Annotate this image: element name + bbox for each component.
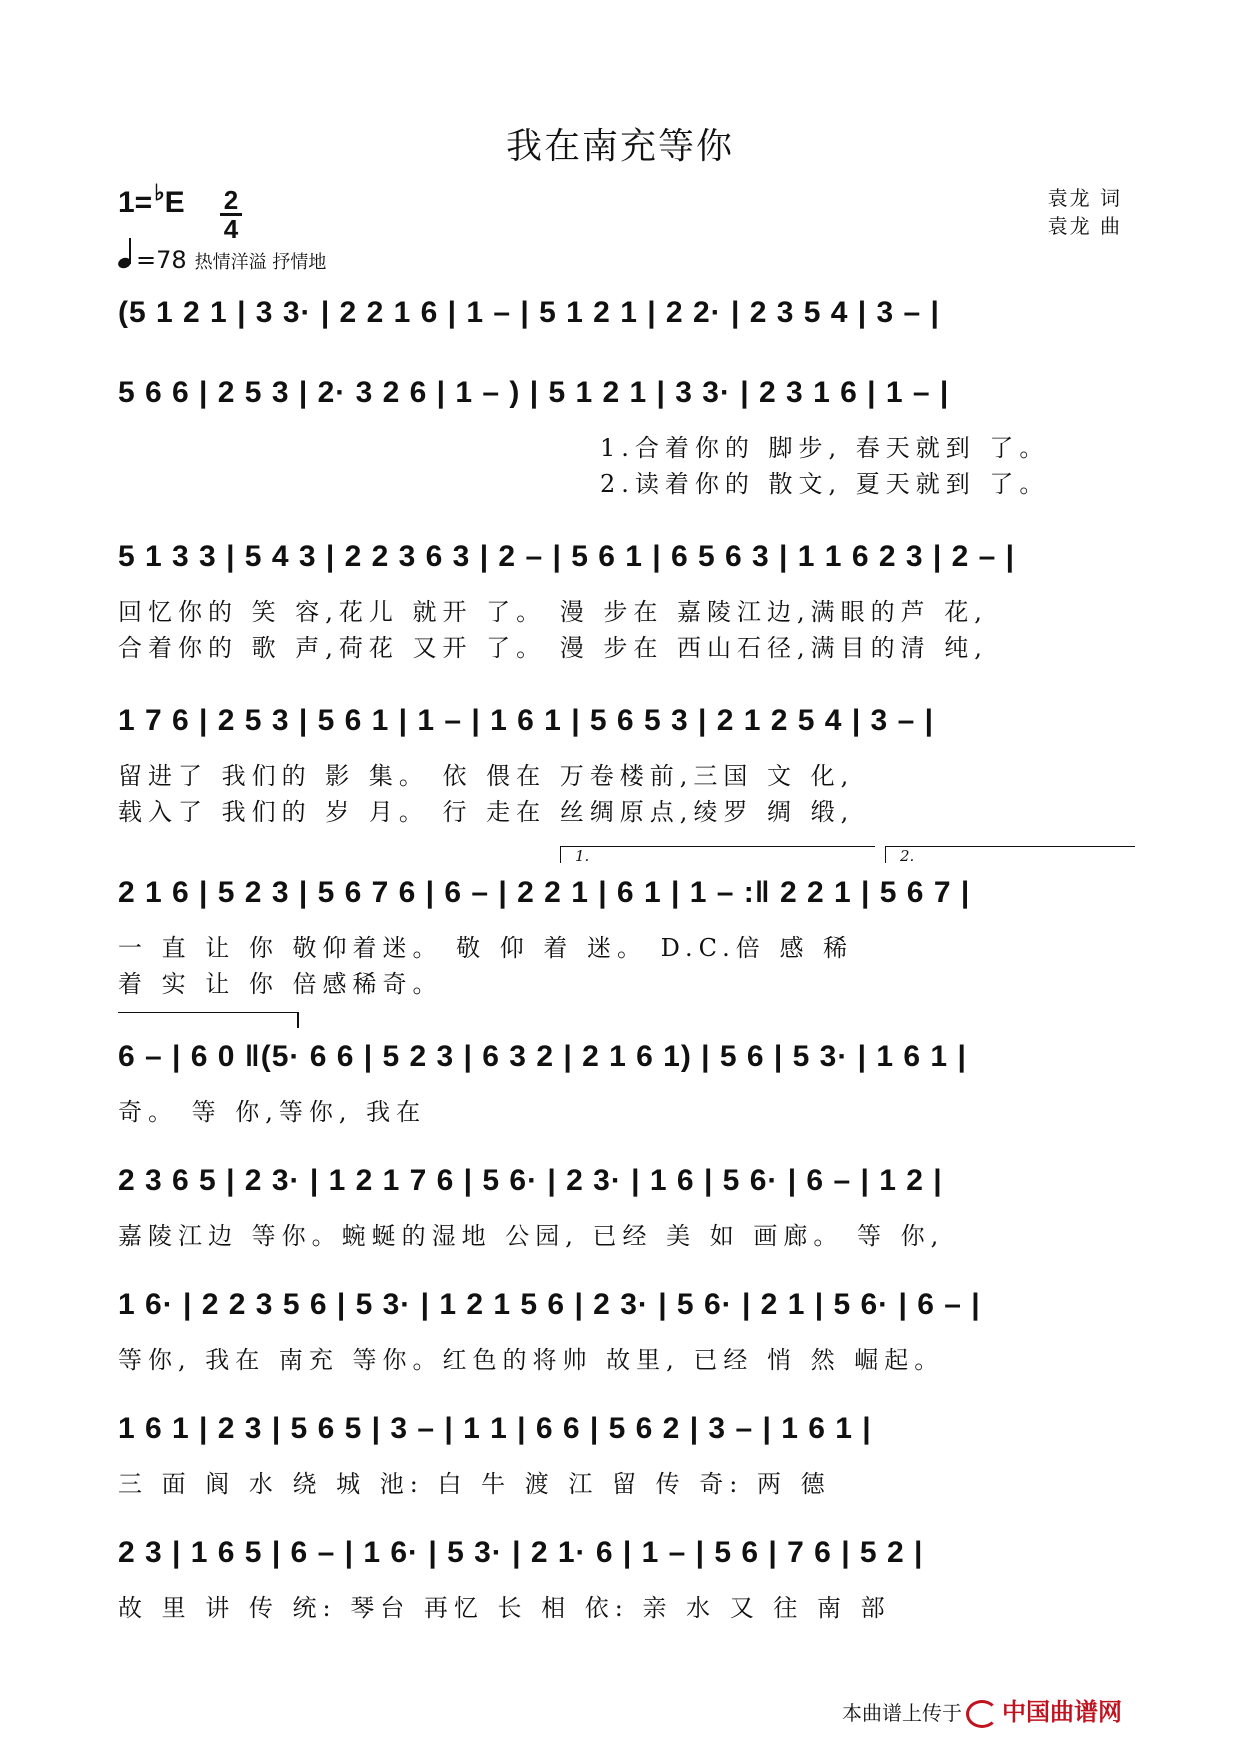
lyric-line-3a: 回忆你的 笑 容,花儿 就开 了。 漫 步在 嘉陵江边,满眼的芦 花, — [118, 598, 988, 626]
notation-line-3: 5 1 3 3 | 5 4 3 | 2 2 3 6 3 | 2 – | 5 6 1 | 6 5 6 3 | 1 1 6 2 3 | 2 – | — [118, 540, 1016, 573]
notation-line-10: 2 3 | 1 6 5 | 6 – | 1 6· | 5 3· | 2 1· 6 | 1 – | 5 6 | 7 6 | 5 2 | — [118, 1536, 924, 1569]
lyricist: 袁龙 词 — [1047, 186, 1122, 210]
key-prefix: 1= — [118, 186, 153, 219]
notation-line-6: 6 – | 6 0 ‖(5· 6 6 | 5 2 3 | 6 3 2 | 2 1 6 1) | 5 6 | 5 3· | 1 6 1 | — [118, 1040, 967, 1073]
lyric-line-2a: 1.合着你的 脚步, 春天就到 了。 — [600, 434, 1050, 462]
lyric-line-3b: 合着你的 歌 声,荷花 又开 了。 漫 步在 西山石径,满目的清 纯, — [118, 634, 988, 662]
lyric-line-9: 三 面 阆 水 绕 城 池: 白 牛 渡 江 留 传 奇: 两 德 — [118, 1470, 831, 1498]
notation-line-1: (5 1 2 1 | 3 3· | 2 2 1 6 | 1 – | 5 1 2 1 | 2 2· | 2 3 5 4 | 3 – | — [118, 296, 940, 329]
notation-line-8: 1 6· | 2 2 3 5 6 | 5 3· | 1 2 1 5 6 | 2 3· | 5 6· | 2 1 | 5 6· | 6 – | — [118, 1288, 981, 1321]
lyric-line-8: 等你, 我在 南充 等你。红色的将帅 故里, 已经 悄 然 崛起。 — [118, 1346, 945, 1374]
footer-text: 本曲谱上传于 — [842, 1700, 962, 1725]
notation-line-2: 5 6 6 | 2 5 3 | 2· 3 2 6 | 1 – ) | 5 1 2 1 | 3 3· | 2 3 1 6 | 1 – | — [118, 376, 950, 409]
footer-brand[interactable]: 中国曲谱网 — [1002, 1697, 1122, 1726]
flat-icon: ♭ — [154, 180, 165, 205]
lyric-line-7: 嘉陵江边 等你。蜿蜒的湿地 公园, 已经 美 如 画廊。 等 你, — [118, 1222, 945, 1250]
lyric-line-5b: 着 实 让 你 倍感稀奇。 — [118, 970, 443, 998]
notation-line-5: 2 1 6 | 5 2 3 | 5 6 7 6 | 6 – | 2 2 1 | 6 1 | 1 – :‖ 2 2 1 | 5 6 7 | — [118, 876, 971, 909]
composer: 袁龙 曲 — [1047, 214, 1122, 238]
footer-credit — [842, 1692, 1122, 1729]
site-logo-icon — [966, 1700, 998, 1728]
lyric-line-2b: 2.读着你的 散文, 夏天就到 了。 — [600, 470, 1050, 498]
tempo-value: =78 — [136, 246, 187, 274]
credits — [1048, 184, 1122, 240]
lyric-line-6: 奇。 等 你,等你, 我在 — [118, 1098, 427, 1126]
quarter-note-icon — [118, 240, 136, 268]
lyric-line-5a: 一 直 让 你 敬仰着迷。 敬 仰 着 迷。 D.C.倍 感 稀 — [118, 934, 854, 962]
time-signature — [220, 185, 242, 244]
page-title: 我在南充等你 — [505, 126, 734, 167]
expression-text: 热情洋溢 抒情地 — [194, 252, 327, 273]
volta-first: 1. — [560, 846, 875, 863]
volta-second: 2. — [885, 846, 1135, 863]
volta-end-tick — [297, 1012, 299, 1028]
key-signature — [118, 180, 185, 220]
notation-line-4: 1 7 6 | 2 5 3 | 5 6 1 | 1 – | 1 6 1 | 5 6 5 3 | 2 1 2 5 4 | 3 – | — [118, 704, 934, 737]
time-top: 2 — [223, 185, 239, 215]
key-note: E — [164, 186, 185, 219]
tempo-marking — [118, 240, 326, 274]
time-bottom: 4 — [223, 214, 239, 244]
notation-line-7: 2 3 6 5 | 2 3· | 1 2 1 7 6 | 5 6· | 2 3· | 1 6 | 5 6· | 6 – | 1 2 | — [118, 1164, 943, 1197]
lyric-line-4a: 留进了 我们的 影 集。 依 偎在 万卷楼前,三国 文 化, — [118, 762, 855, 790]
lyric-line-10: 故 里 讲 传 统: 琴台 再忆 长 相 依: 亲 水 又 往 南 部 — [118, 1594, 891, 1622]
notation-line-9: 1 6 1 | 2 3 | 5 6 5 | 3 – | 1 1 | 6 6 | 5 6 2 | 3 – | 1 6 1 | — [118, 1412, 872, 1445]
volta-continuation — [118, 1012, 298, 1014]
lyric-line-4b: 载入了 我们的 岁 月。 行 走在 丝绸原点,绫罗 绸 缎, — [118, 798, 855, 826]
